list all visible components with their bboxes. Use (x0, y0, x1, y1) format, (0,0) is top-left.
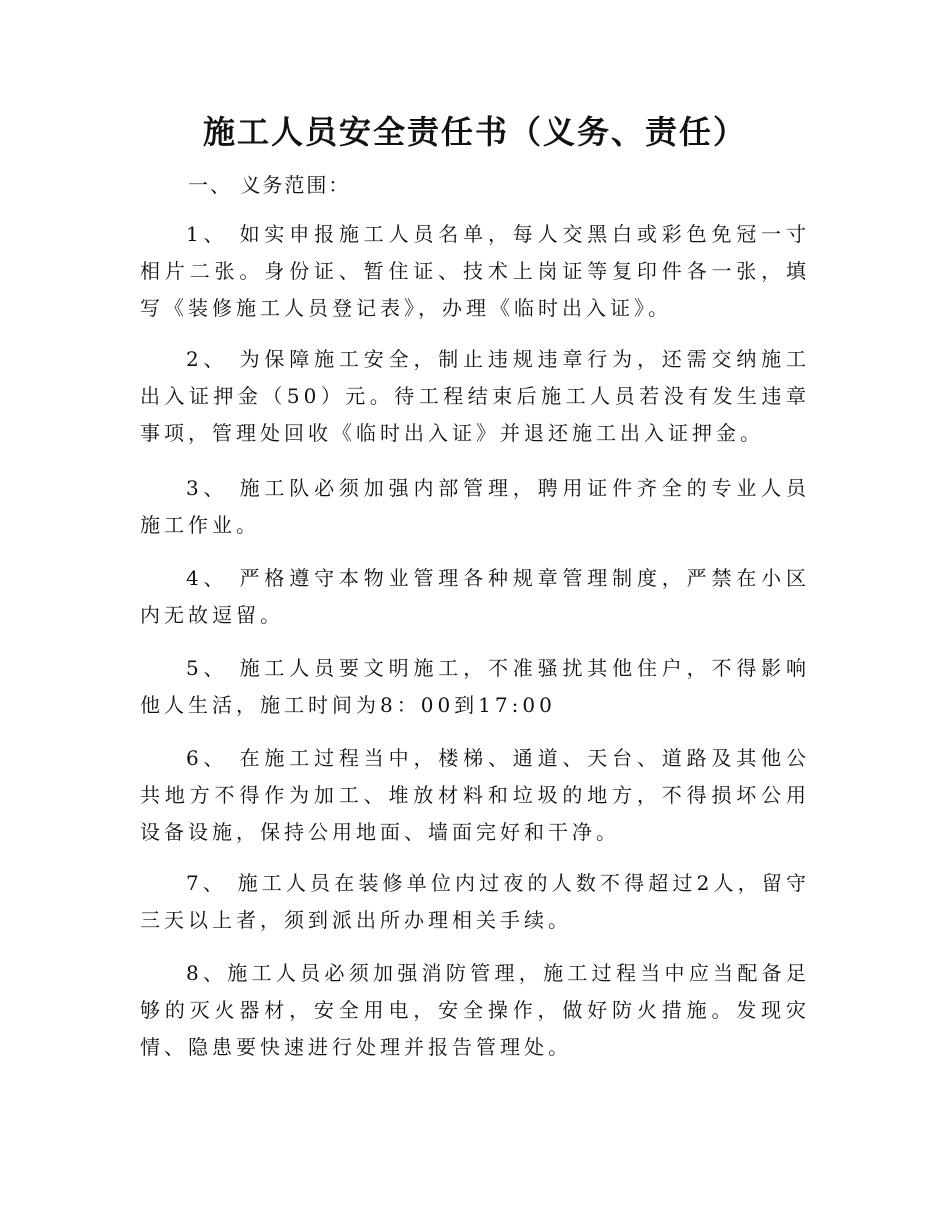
paragraph-7: 7、 施工人员在装修单位内过夜的人数不得超过2人，留守三天以上者，须到派出所办理相关手续。 (140, 871, 810, 932)
section-heading-obligations: 一、 义务范围： (188, 173, 351, 197)
paragraph-6: 6、 在施工过程当中，楼梯、通道、天台、道路及其他公共地方不得作为加工、堆放材料和垃圾的地方，不得损坏公用设备设施，保持公用地面、墙面完好和干净。 (140, 746, 810, 844)
paragraph-3: 3、 施工队必须加强内部管理，聘用证件齐全的专业人员施工作业。 (140, 476, 810, 537)
paragraph-4: 4、 严格遵守本物业管理各种规章管理制度，严禁在小区内无故逗留。 (140, 566, 810, 627)
paragraph-5: 5、 施工人员要文明施工，不准骚扰其他住户，不得影响他人生活，施工时间为8：00到17:00 (140, 656, 810, 717)
paragraph-1: 1、 如实申报施工人员名单，每人交黑白或彩色免冠一寸相片二张。身份证、暂住证、技术上岗证等复印件各一张，填写《装修施工人员登记表》，办理《临时出入证》。 (140, 222, 810, 320)
document-title: 施工人员安全责任书（义务、责任） (202, 113, 747, 151)
paragraph-2: 2、 为保障施工安全，制止违规违章行为，还需交纳施工出入证押金（50）元。待工程结束后施工人员若没有发生违章事项，管理处回收《临时出入证》并退还施工出入证押金。 (140, 347, 810, 445)
paragraph-8: 8、施工人员必须加强消防管理，施工过程当中应当配备足够的灭火器材，安全用电，安全操作，做好防火措施。发现灾情、隐患要快速进行处理并报告管理处。 (140, 961, 810, 1059)
